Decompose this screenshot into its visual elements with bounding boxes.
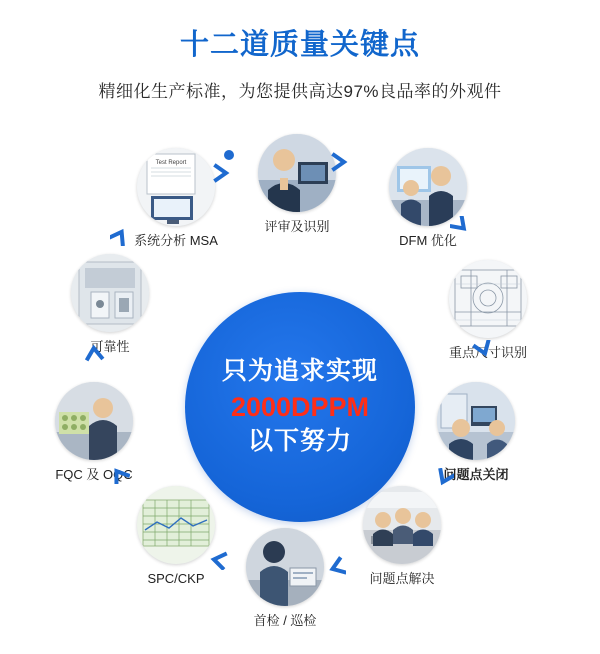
node-label: 可靠性 — [90, 339, 130, 354]
system-analysis-photo — [137, 148, 215, 226]
node-spc-ckp — [124, 486, 228, 587]
node-label: 评审及识别 — [264, 219, 330, 234]
node-label: DFM 优化 — [399, 233, 457, 248]
node-label: SPC/CKP — [147, 571, 205, 586]
center-line-2: 2000DPPM — [230, 391, 370, 422]
node-fqc-oqc — [42, 382, 146, 483]
center-line-3: 以下努力 — [247, 427, 352, 456]
node-first-patrol-check — [233, 528, 337, 629]
node-label: 首检 / 巡检 — [253, 613, 317, 628]
svg-text:Test Report: Test Report — [155, 160, 187, 166]
page-title: 十二道质量关键点 — [179, 29, 420, 61]
node-label: 系统分析 MSA — [134, 233, 218, 248]
spc-ckp-photo — [137, 486, 215, 564]
dfm-optimization-photo — [389, 148, 467, 226]
header — [0, 0, 600, 102]
node-reliability — [58, 254, 162, 355]
issue-closure-photo — [437, 382, 515, 460]
first-patrol-check-photo — [246, 528, 324, 606]
reliability-photo — [71, 254, 149, 332]
node-label: FQC 及 OQC — [55, 467, 133, 482]
node-label: 问题点关闭 — [443, 467, 509, 482]
page-subtitle: 精细化生产标准，为您提供高达97%良品率的外观件 — [98, 81, 502, 101]
fqc-oqc-photo — [55, 382, 133, 460]
node-label: 重点尺寸识别 — [448, 345, 527, 360]
issue-resolution-photo — [363, 486, 441, 564]
key-dimension-photo — [449, 260, 527, 338]
node-issue-resolution — [350, 486, 454, 587]
review-recognition-photo — [258, 134, 336, 212]
node-label: 问题点解决 — [369, 571, 435, 586]
center-line-1: 只为追求实现 — [221, 357, 378, 386]
node-review-recognition — [245, 134, 349, 235]
